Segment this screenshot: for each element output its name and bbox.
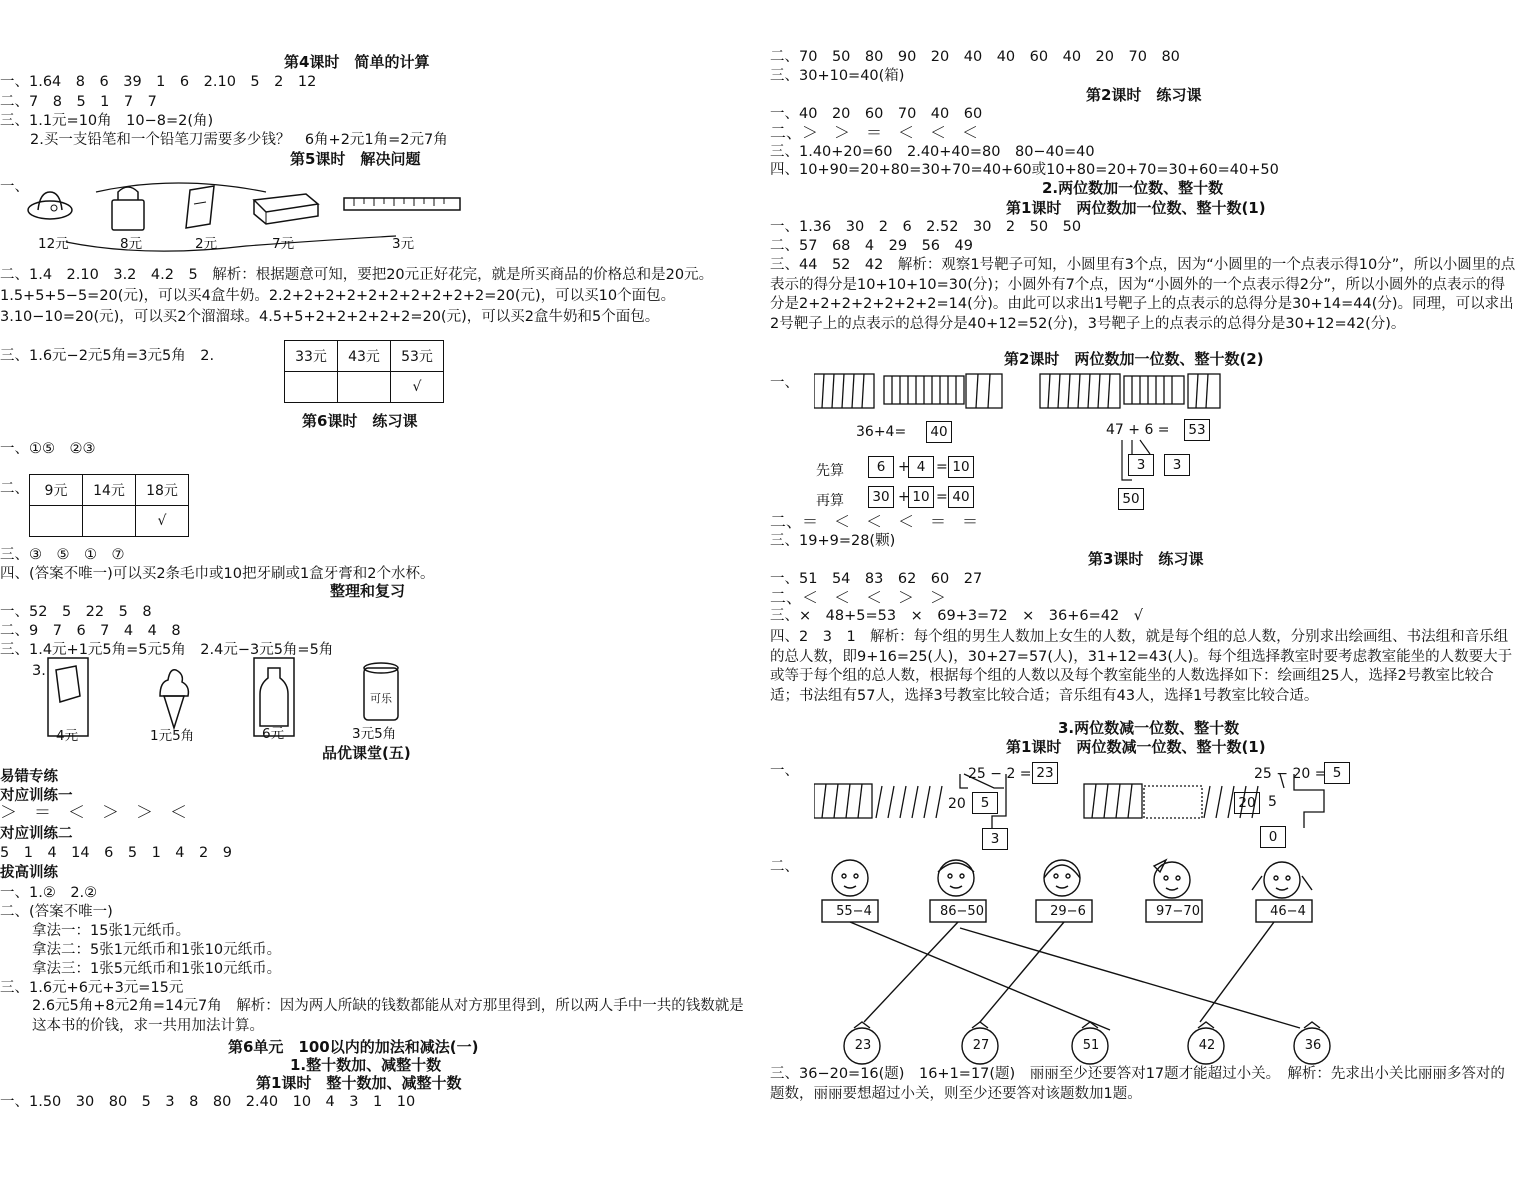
- answer-paragraph: 三、44 52 42 解析：观察1号靶子可知，小圆里有3个点，因为“小圆里的一个点表示得10分”，所以小圆里的点表示的得分是10+10+10=30(分)；小圆外有7个点，因为“小圆外的一个点表示得2分”，所以小圆外的点表示的得分是2+2+2+2+2+2+2=14(分)。由此可以求出1号靶子上的点表示的总得分是30+14=44(分)。同理，可以求出2号靶子上的点表示的总得分是40+12=52(分)，3号靶子上的点表示的总得分是30+12=42(分)。: [770, 257, 1516, 332]
- answer-paragraph: 2.6元5角+8元2角=14元7角 解析：因为两人所缺的钱数都能从对方那里得到，所以两人手中一共的钱数就是这本书的价钱，求一共用加法计算。: [32, 998, 744, 1034]
- pencil-box-icon: [254, 194, 318, 224]
- answer-line: 二、＜ ＜ ＜ ＞ ＞: [770, 588, 947, 607]
- answer-line: 拿法一：15张1元纸币。: [32, 923, 191, 939]
- child-face-icon: [832, 860, 868, 896]
- answer-line: 三、19+9=28(颗): [770, 533, 896, 549]
- answer-line: 四、10+90=20+80=30+70=40+60或10+80=20+70=30+60=40+50: [770, 162, 1279, 178]
- price-label: 6元: [262, 726, 285, 742]
- child-face-icon: [938, 860, 974, 896]
- connector-line: [96, 183, 266, 192]
- answer-paragraph: 二、1.4 2.10 3.2 4.2 5 解析：根据题意可知，要把20元正好花完，就是所买商品的价格总和是20元。1.5+5+5−5=20(元)，可以买4盒牛奶。2.2+2+2+2+2+2+2+2+2+2=20(元)，可以买10个面包。3.10−10=20(元)，可以买2个溜溜球。4.5+5+2+2+2+2+2=20(元)，可以买2盒牛奶和5个面包。: [0, 267, 714, 325]
- kid-expression: 29−6: [1050, 904, 1086, 919]
- equation-text: 36+4=: [856, 424, 907, 440]
- answer-box: 3: [982, 828, 1008, 850]
- equation-text: 25 − 20 =: [1254, 766, 1327, 782]
- section-label: 二、: [770, 859, 799, 875]
- answer-line: 5 1 4 14 6 5 1 4 2 9: [0, 845, 232, 861]
- heading-lesson-1: 第1课时 两位数减一位数、整十数(1): [1006, 738, 1266, 756]
- water-bottle-icon: [260, 668, 288, 726]
- subheading: 易错专练: [0, 769, 58, 785]
- heading-review: 整理和复习: [330, 582, 406, 600]
- price-table: 9元 14元 18元 √: [29, 474, 189, 537]
- heading-lesson-2: 第2课时 练习课: [1086, 86, 1202, 104]
- answer-paragraph: 三、36−20=16(题) 16+1=17(题) 丽丽至少还要答对17题才能超过小关。 解析：先求出小关比丽丽多答对的题数，丽丽要想超过小关，则至少还要答对该题数加1题。: [770, 1066, 1505, 1102]
- price-label: 7元: [272, 236, 295, 252]
- heading-lesson-5: 第5课时 解决问题: [290, 150, 421, 168]
- kid-expression: 86−50: [940, 904, 984, 919]
- answer-line: 3.: [32, 663, 46, 679]
- connector-line: [66, 236, 396, 251]
- section-label: 二、: [0, 481, 29, 497]
- heading-section-2: 2.两位数加一位数、整十数: [1042, 179, 1224, 197]
- section-label: 一、: [770, 375, 799, 391]
- price-label: 3元: [392, 236, 415, 252]
- section-label: 一、: [0, 179, 29, 195]
- answer-line: 二、＝ ＜ ＜ ＜ ＝ ＝: [770, 512, 979, 531]
- answer-line: 三、1.1元=10角 10−8=2(角): [0, 113, 214, 129]
- answer-line: 一、52 5 22 5 8: [0, 604, 152, 620]
- answer-paragraph: 四、2 3 1 解析：每个组的男生人数加上女生的人数，就是每个组的总人数，分别求出绘画组、书法组和音乐组的总人数，即9+16=25(人)，30+27=57(人)，31+12=43(人)。每个组选择教室时要考虑教室能坐的人数要大于或等于每个组的总人数，根据每个组的人数以及每个教室能坐的人数选择如下：绘画组25人，选择2号教室比较合适；书法组有57人，选择3号教室比较合适；音乐组有43人，选择1号教室比较合适。: [770, 629, 1513, 704]
- answer-line: 一、1.② 2.②: [0, 885, 98, 901]
- heading-lesson-6: 第6课时 练习课: [302, 412, 418, 430]
- answer-line: 一、1.64 8 6 39 1 6 2.10 5 2 12: [0, 74, 317, 90]
- section-label: 一、: [770, 763, 799, 779]
- answer-line: ＞ ＝ ＜ ＞ ＞ ＜: [0, 803, 187, 823]
- answer-line: 二、＞ ＞ ＝ ＜ ＜ ＜: [770, 123, 979, 142]
- answer-box: 20: [1234, 792, 1260, 814]
- price-table: 33元 43元 53元 √: [284, 340, 444, 403]
- plus-sign: +: [898, 459, 910, 475]
- answer-line: 三、30+10=40(箱): [770, 68, 905, 84]
- subheading: 拔高训练: [0, 865, 58, 881]
- answer-line: 一、40 20 60 70 40 60: [770, 106, 983, 122]
- stick-bundles-figure: [814, 368, 1534, 414]
- answer-line: 二、9 7 6 7 4 4 8: [0, 623, 181, 639]
- answer-line: 一、51 54 83 62 60 27: [770, 571, 983, 587]
- answer-box: 40: [948, 486, 974, 508]
- answer-box: 5: [972, 792, 998, 814]
- heading-lesson-1: 第1课时 两位数加一位数、整十数(1): [1006, 199, 1266, 217]
- heading-unit-6: 第6单元 100以内的加法和减法(一): [228, 1038, 479, 1056]
- step-label: 再算: [816, 493, 844, 509]
- answer-line: 二、70 50 80 90 20 40 40 60 40 20 70 80: [770, 49, 1180, 65]
- equals-sign: =: [936, 489, 948, 505]
- answer-line: 一、1.50 30 80 5 3 8 80 2.40 10 4 3 1 10: [0, 1094, 416, 1110]
- ball-number: 27: [972, 1038, 990, 1053]
- answer-box: 6: [868, 456, 894, 478]
- price-label: 8元: [120, 236, 143, 252]
- kid-expression: 97−70: [1156, 904, 1200, 919]
- answer-line: 四、(答案不唯一)可以买2条毛巾或10把牙刷或1盒牙膏和2个水杯。: [0, 566, 435, 582]
- matching-figure: [800, 850, 1380, 1070]
- child-face-icon: [1252, 862, 1312, 898]
- ball-number: 36: [1304, 1038, 1322, 1053]
- price-label: 2元: [195, 236, 218, 252]
- answer-box: 50: [1118, 488, 1144, 510]
- answer-line: 三、1.6元+6元+3元=15元: [0, 980, 184, 996]
- lock-icon: [112, 187, 144, 230]
- answer-line: 三、1.4元+1元5角=5元5角 2.4元−3元5角=5角: [0, 642, 334, 658]
- answer-line: 二、57 68 4 29 56 49: [770, 238, 973, 254]
- subheading: 对应训练二: [0, 826, 73, 842]
- equals-sign: =: [936, 459, 948, 475]
- answer-line: 一、①⑤ ②③: [0, 441, 96, 457]
- price-label: 12元: [38, 236, 69, 252]
- ball-number: 51: [1082, 1038, 1100, 1053]
- notebook-icon: [186, 186, 214, 228]
- answer-box: 23: [1032, 762, 1058, 784]
- match-line: [1200, 922, 1274, 1022]
- price-label: 1元5角: [150, 728, 195, 744]
- price-label: 4元: [56, 728, 79, 744]
- answer-line: 三、1.6元−2元5角=3元5角 2.: [0, 348, 215, 364]
- heading-section-3: 3.两位数减一位数、整十数: [1058, 719, 1240, 737]
- heading-lesson-2: 第2课时 两位数加一位数、整十数(2): [1004, 350, 1264, 368]
- child-face-icon: [1044, 860, 1080, 896]
- child-face-icon: [1154, 860, 1190, 898]
- answer-line: 三、1.40+20=60 2.40+40=80 80−40=40: [770, 144, 1095, 160]
- equation-text: 47 + 6 =: [1106, 422, 1170, 438]
- answer-line: 拿法二：5张1元纸币和1张10元纸币。: [32, 942, 282, 958]
- answer-line: 2.买一支铅笔和一个铅笔刀需要多少钱？ 6角+2元1角=2元7角: [30, 132, 448, 148]
- plus-sign: +: [898, 489, 910, 505]
- match-line: [850, 922, 1110, 1030]
- answer-box: 40: [926, 421, 952, 443]
- price-label: 3元5角: [352, 726, 397, 742]
- ball-number: 42: [1198, 1038, 1216, 1053]
- split-number: 5: [1268, 794, 1277, 810]
- kid-expression: 55−4: [836, 904, 872, 919]
- answer-box: 53: [1184, 419, 1210, 441]
- answer-line: 一、1.36 30 2 6 2.52 30 2 50 50: [770, 219, 1082, 235]
- ruler-icon: [344, 198, 460, 210]
- split-number: 20: [948, 796, 966, 812]
- step-label: 先算: [816, 463, 844, 479]
- answer-box: 3: [1164, 454, 1190, 476]
- answer-line: 三、× 48+5=53 × 69+3=72 × 36+6=42 √: [770, 608, 1143, 624]
- match-line: [960, 928, 1300, 1028]
- heading-lesson-3: 第3课时 练习课: [1088, 550, 1204, 568]
- answer-box: 5: [1324, 762, 1350, 784]
- answer-line: 二、(答案不唯一): [0, 904, 113, 920]
- hat-icon: [28, 192, 72, 219]
- answer-line: 三、③ ⑤ ① ⑦: [0, 547, 125, 563]
- answer-box: 4: [908, 456, 934, 478]
- cola-can-text: 可乐: [370, 692, 392, 705]
- answer-line: 二、7 8 5 1 7 7: [0, 94, 157, 110]
- kid-expression: 46−4: [1270, 904, 1306, 919]
- ball-number: 23: [854, 1038, 872, 1053]
- heading-section-1: 1.整十数加、减整十数: [290, 1056, 442, 1074]
- subheading: 对应训练一: [0, 788, 73, 804]
- snack-bag-icon: [56, 666, 80, 702]
- equation-text: 25 − 2 =: [968, 766, 1032, 782]
- match-line: [864, 922, 958, 1022]
- answer-box: 3: [1128, 454, 1154, 476]
- answer-box: 10: [948, 456, 974, 478]
- answer-box: 10: [908, 486, 934, 508]
- heading-lesson-1: 第1课时 整十数加、减整十数: [256, 1074, 462, 1092]
- heading-lesson-4: 第4课时 简单的计算: [284, 53, 430, 71]
- answer-box: 30: [868, 486, 894, 508]
- answer-line: 拿法三：1张5元纸币和1张10元纸币。: [32, 961, 282, 977]
- ice-cream-icon: [160, 670, 188, 728]
- answer-box: 0: [1260, 826, 1286, 848]
- heading-quality-class: 品优课堂(五): [322, 744, 411, 762]
